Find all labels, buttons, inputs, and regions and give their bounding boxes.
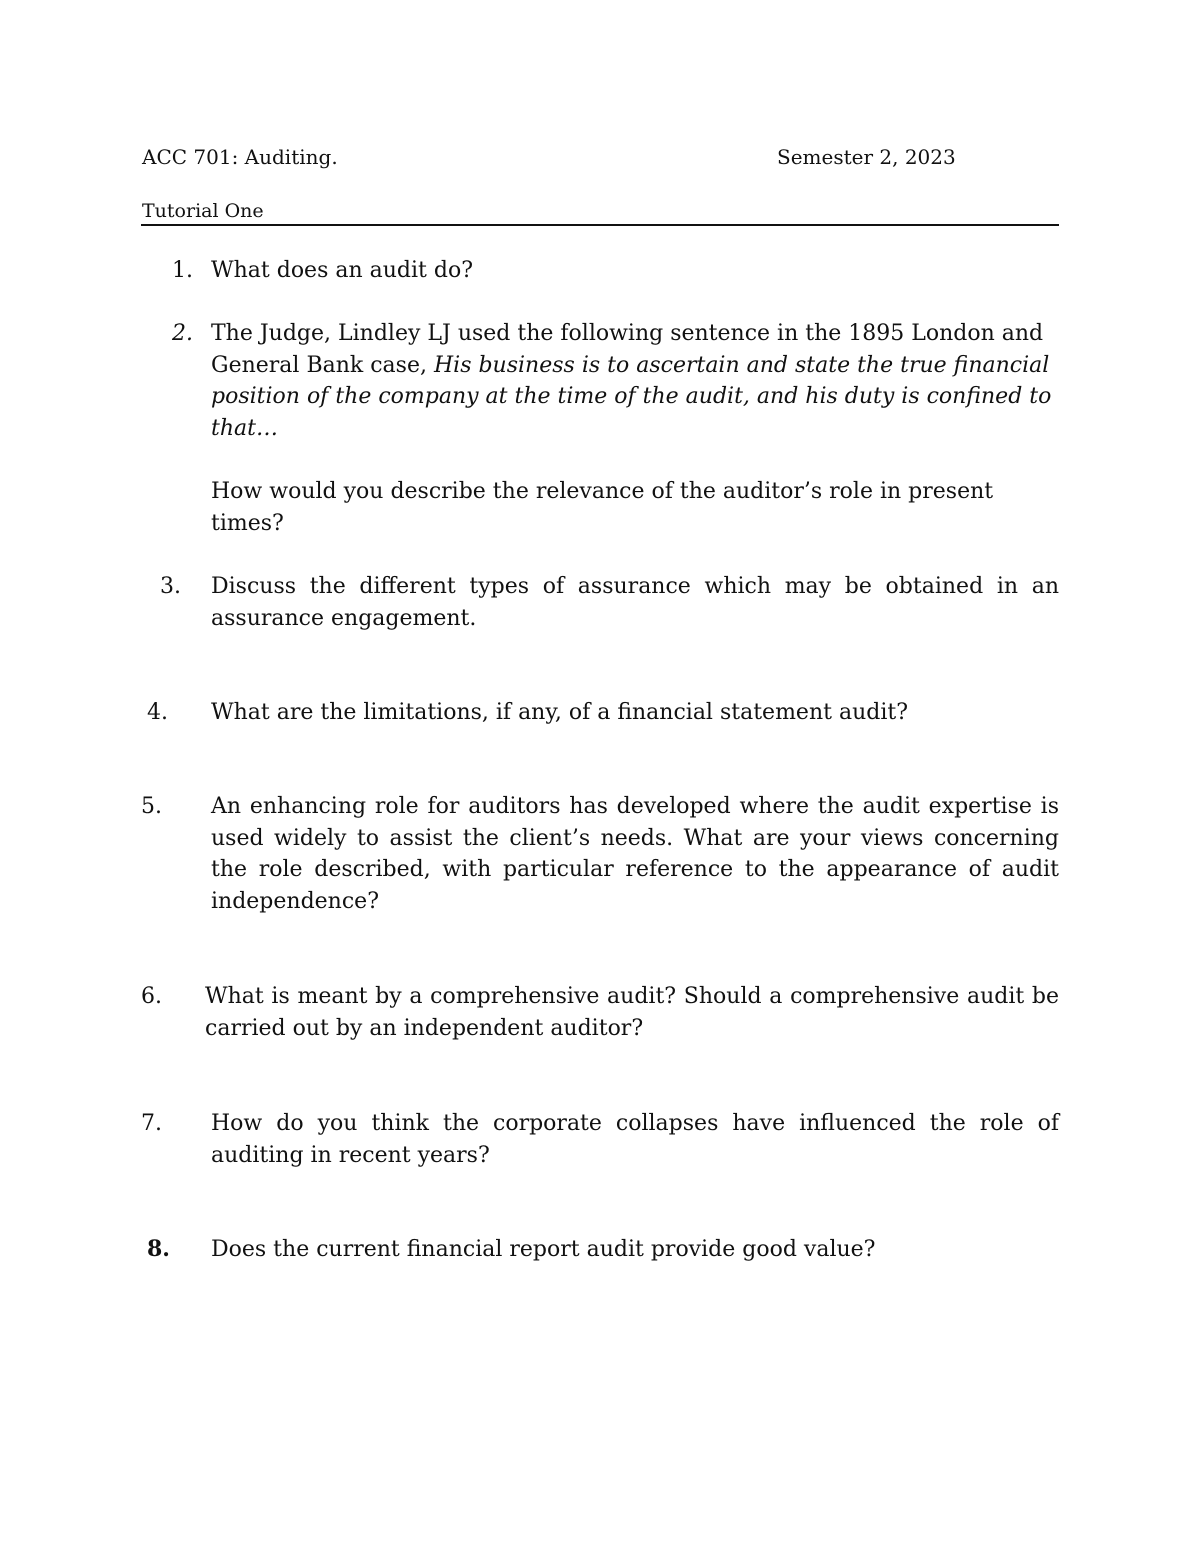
question-text: What is meant by a comprehensive audit? Should a comprehensive audit be carried out by an independent auditor?	[205, 984, 1059, 1041]
question-text: What are the limitations, if any, of a financial statement audit?	[211, 700, 908, 725]
question-followup: How would you describe the relevance of the auditor’s role in present times?	[211, 479, 994, 536]
question-text: How do you think the corporate collapses have influenced the role of auditing in recent years?	[211, 1111, 1059, 1168]
question-text	[211, 318, 1071, 444]
question-number: 8.	[147, 1236, 170, 1262]
question-text: An enhancing role for auditors has developed where the audit expertise is used widely to assist the client’s needs. What are your views concerning the role described, with particular reference to the appearance of audit independence?	[211, 794, 1059, 914]
case-quote: His business is to ascertain and state the true financial position of the company at the time of the audit, and his duty is confined to that…	[211, 352, 1052, 441]
tutorial-title: Tutorial One	[142, 200, 264, 222]
course-title: ACC 701: Auditing.	[142, 145, 338, 169]
header-rule	[141, 224, 1059, 226]
question-number: 4.	[147, 700, 168, 725]
question-number: 3.	[160, 574, 181, 599]
question-text: What does an audit do?	[211, 258, 474, 283]
question-intro: The Judge, Lindley LJ used the following sentence in the 1895 London and General Bank case,	[211, 321, 1044, 378]
semester-label: Semester 2, 2023	[777, 145, 956, 169]
question-text: Does the current financial report audit provide good value?	[211, 1237, 876, 1262]
question-text: Discuss the different types of assurance which may be obtained in an assurance engagement.	[211, 574, 1059, 631]
question-number: 7.	[141, 1111, 162, 1136]
question-number: 6.	[141, 984, 162, 1009]
question-number: 1.	[172, 258, 193, 283]
question-number: 2.	[172, 321, 193, 346]
question-number: 5.	[141, 794, 162, 819]
